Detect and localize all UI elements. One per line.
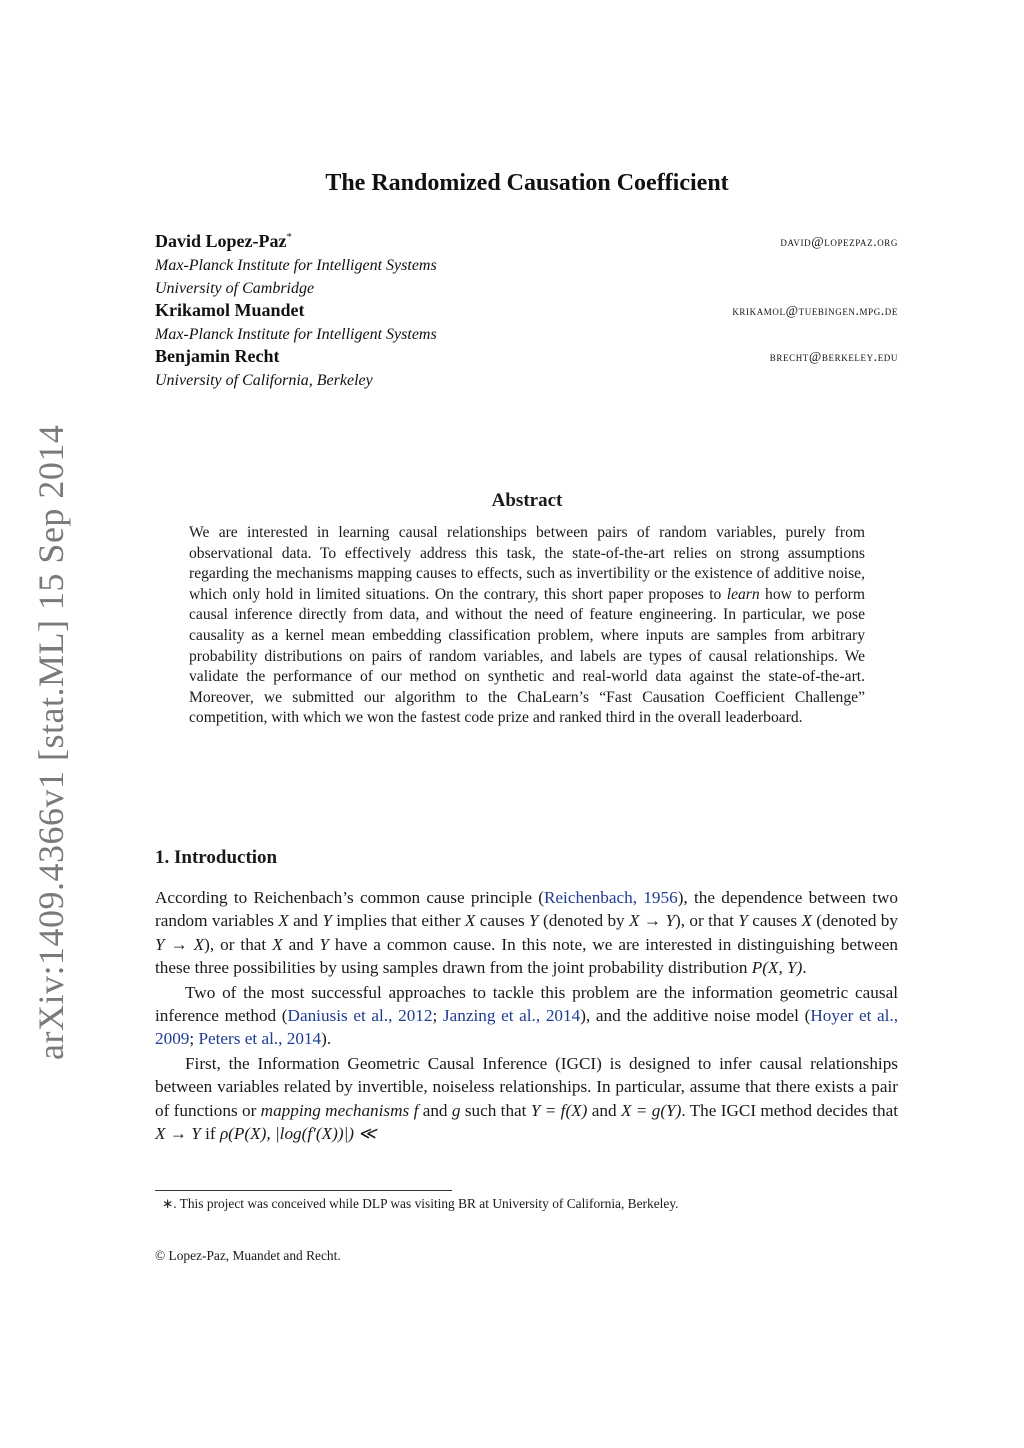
arxiv-identifier[interactable]: arXiv:1409.4366v1 [stat.ML] 15 Sep 2014 [31, 424, 71, 1060]
author-block [155, 231, 898, 392]
copyright-notice: © Lopez-Paz, Muandet and Recht. [155, 1248, 341, 1263]
author-email[interactable]: krikamol@tuebingen.mpg.de [732, 303, 898, 318]
author-name: Krikamol Muandet [155, 300, 305, 320]
footnote-divider [155, 1190, 452, 1191]
author-row [155, 346, 898, 369]
citation-link[interactable]: Reichenbach, 1956 [543, 888, 678, 907]
citation-link[interactable]: Hoyer et al., 2009 [155, 1006, 899, 1049]
paper-title: The Randomized Causation Coefficient [325, 170, 729, 196]
author-email[interactable]: david@lopezpaz.org [780, 234, 898, 249]
author-email[interactable]: brecht@berkeley.edu [769, 349, 898, 364]
author-affiliation: University of Cambridge [155, 280, 315, 297]
abstract-text: We are interested in learning causal relationships between pairs of random variables, purely from observational data. To effectively address this task, the state-of-the-art relies on strong assumptions regarding the mechanisms mapping causes to effects, such as invertibility or the existence of additive noise, which only hold in limited situations. On the contrary, this short paper proposes to learn how to perform causal inference directly from data, and without the need of feature engineering. In particular, we pose causality as a kernel mean embedding classification problem, where inputs are samples from arbitrary probability distributions on pairs of random variables, and labels are types of causal relationships. We validate the performance of our method on synthetic and real-world data against the state-of-the-art. Moreover, we submitted our algorithm to the ChaLearn’s “Fast Causation Coefficient Challenge” competition, with which we won the fastest code prize and ranked third in the overall leaderboard. [189, 524, 866, 727]
author-affiliation: University of California, Berkeley [155, 372, 373, 389]
author-name: David Lopez-Paz* [155, 231, 292, 251]
paragraph: According to Reichenbach’s common cause principle (Reichenbach, 1956), the dependence between two random variables X and Y implies that either X causes Y (denoted by X → Y), or that Y causes X (denoted by Y → X), or that X and Y have a common cause. In this note, we are interested in distinguishing between these three possibilities by using samples drawn from the joint probability distribution P(X, Y). [155, 888, 899, 978]
introduction-body [155, 886, 898, 1145]
author-row [155, 300, 898, 323]
paragraph: First, the Information Geometric Causal Inference (IGCI) is designed to infer causal relationships between variables related by invertible, noiseless relationships. In particular, assume that there exists a pair of functions or mapping mechanisms f and g such that Y = f(X) and X = g(Y). The IGCI method decides that X → Y if ρ(P(X), |log(f′(X))|) ≪ [155, 1053, 898, 1144]
citation-link[interactable]: Janzing et al., 2014 [442, 1006, 581, 1026]
citation-link[interactable]: Peters et al., 2014 [198, 1029, 322, 1049]
abstract-heading: Abstract [491, 490, 563, 511]
citation-link[interactable]: Daniusis et al., 2012 [287, 1006, 433, 1026]
paragraph: Two of the most successful approaches to tackle this problem are the information geometric causal inference method (Daniusis et al., 2012; Janzing et al., 2014), and the additive noise model (Hoyer et al., 2009; Peters et al., 2014). [155, 982, 899, 1049]
author-name: Benjamin Recht [155, 346, 280, 366]
footnote: ∗. This project was conceived while DLP was visiting BR at University of California, Berkeley. [162, 1196, 679, 1211]
abstract-emphasis: learn [726, 585, 760, 603]
author-affiliation: Max-Planck Institute for Intelligent Systems [155, 257, 437, 274]
section-heading: 1. Introduction [155, 847, 278, 868]
footnote-marker: * [286, 231, 292, 243]
author-row [155, 231, 898, 254]
author-affiliation: Max-Planck Institute for Intelligent Systems [155, 326, 437, 343]
